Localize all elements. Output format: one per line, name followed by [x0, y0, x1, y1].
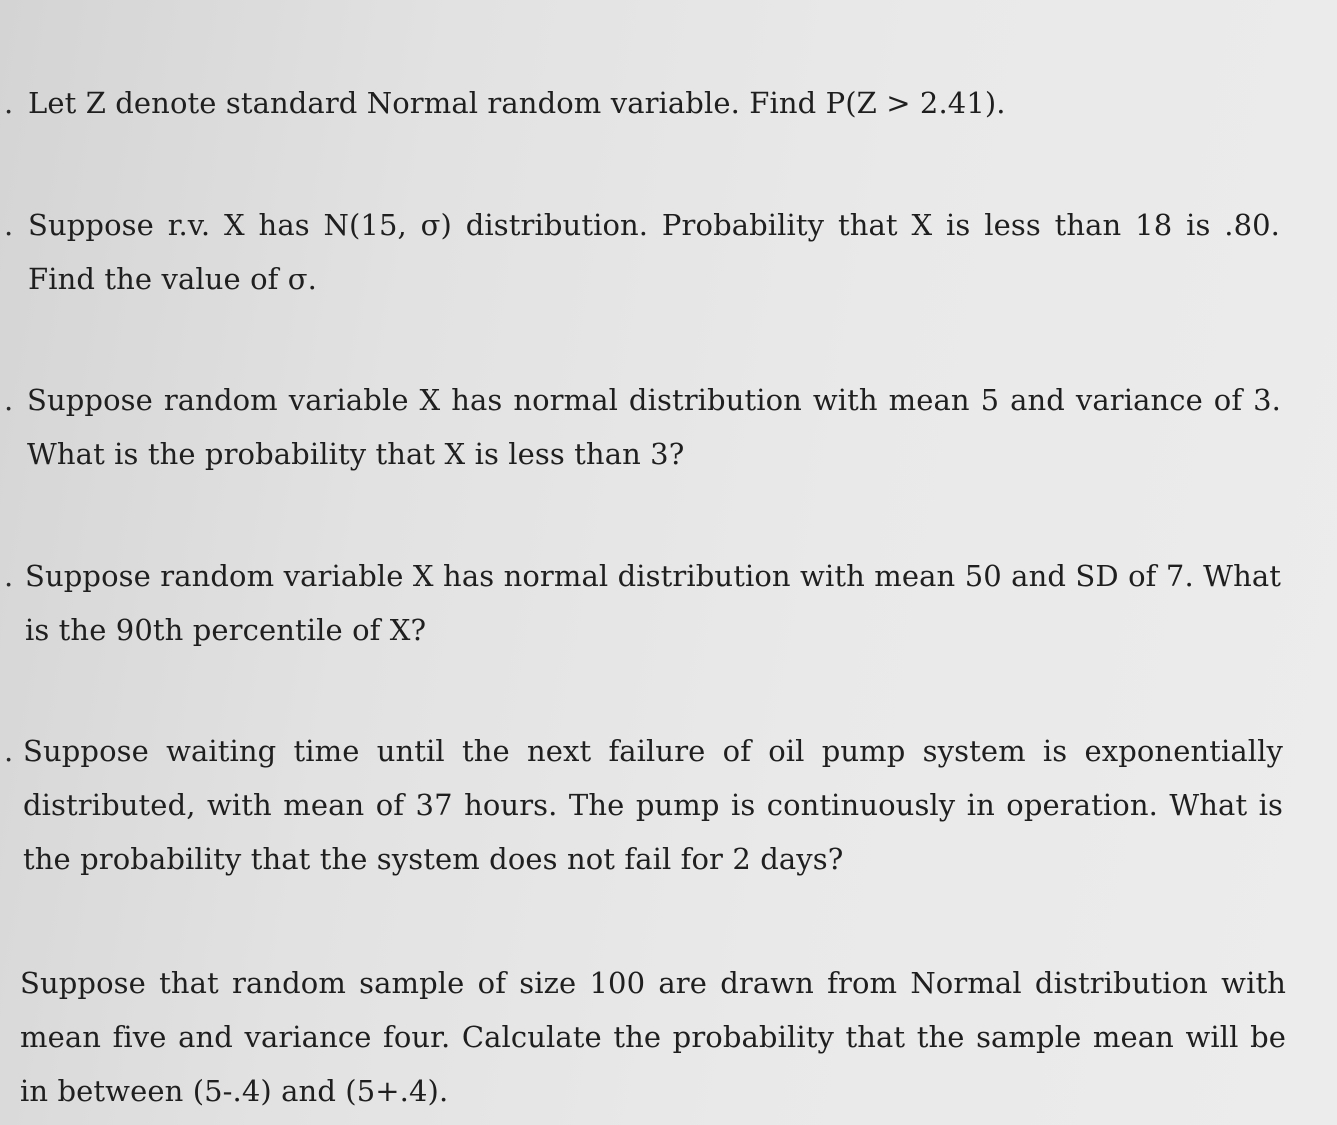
problem-2-marker: .	[4, 208, 14, 242]
problem-5-marker: .	[4, 734, 14, 768]
problem-3-text: Suppose random variable X has normal distribution with mean 5 and variance of 3. What is the probability that X is less than 3?	[27, 383, 1281, 471]
problem-4-text: Suppose random variable X has normal distribution with mean 50 and SD of 7. What is the 90th percentile of X?	[25, 559, 1281, 647]
problem-5-text: Suppose waiting time until the next failure of oil pump system is exponentially distributed, with mean of 37 hours. The pump is continuously in operation. What is the probability that the system does not fail for 2 days?	[23, 734, 1283, 876]
problem-4-marker: .	[4, 559, 14, 593]
problem-2-text: Suppose r.v. X has N(15, σ) distribution. Probability that X is less than 18 is .80. Find the value of σ.	[28, 208, 1280, 296]
problem-6-text: Suppose that random sample of size 100 are drawn from Normal distribution with mean five and variance four. Calculate the probability that the sample mean will be in between (5-.4) and (5+.4).	[20, 966, 1286, 1108]
problem-3-marker: .	[4, 383, 14, 417]
problem-1-text: Let Z denote standard Normal random variable. Find P(Z > 2.41).	[28, 86, 1006, 120]
problem-1-marker: .	[4, 86, 14, 120]
